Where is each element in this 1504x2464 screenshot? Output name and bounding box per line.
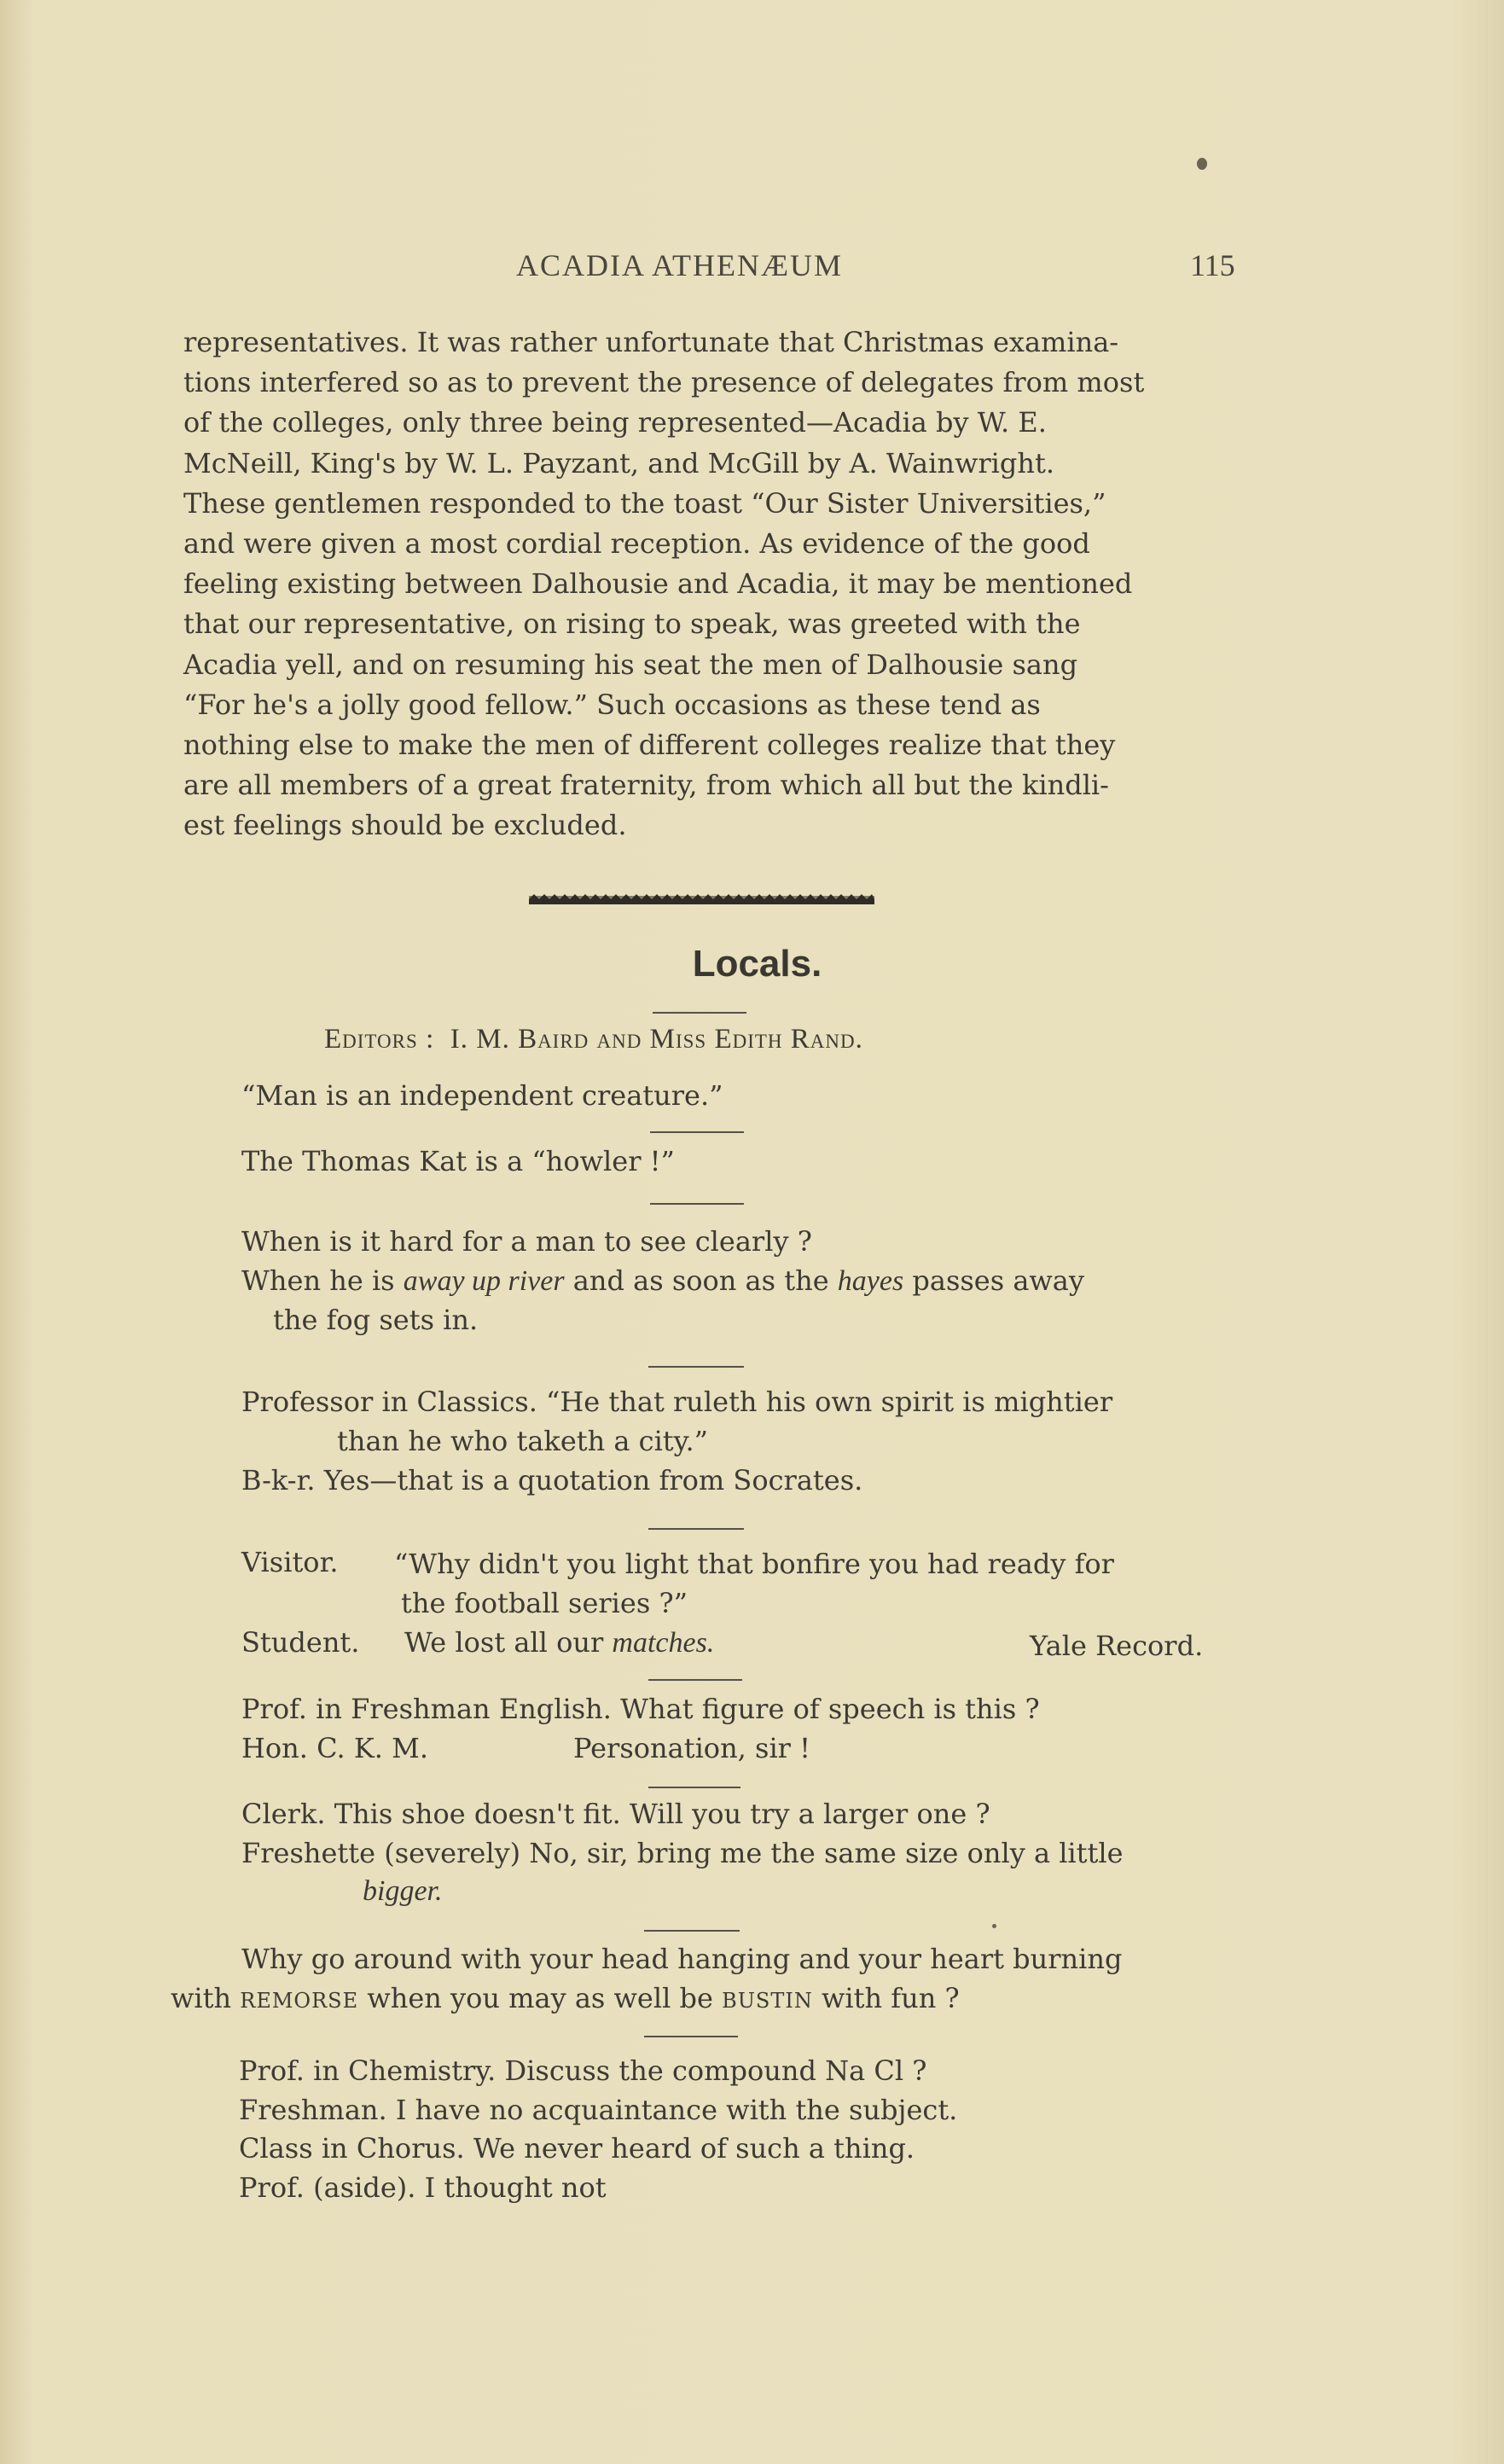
local-item: Prof. in Freshman English. What figure of speech is this ? <box>241 1693 1040 1725</box>
local-item: Professor in Classics. “He that ruleth his own spirit is mightier <box>241 1386 1113 1418</box>
item-rule <box>650 1131 744 1133</box>
editors-label: Editors <box>324 1024 418 1055</box>
article-line: Acadia yell, and on resuming his seat the men of Dalhousie sang <box>183 648 1078 681</box>
riddle-italic: hayes <box>837 1265 904 1297</box>
article-line: nothing else to make the men of different colleges realize that they <box>183 729 1116 762</box>
attribution: Yale Record. <box>1030 1630 1204 1662</box>
local-item: bigger. <box>363 1875 443 1907</box>
article-line: “For he's a jolly good fellow.” Such occasions as these tend as <box>183 688 1041 721</box>
article-line: McNeill, King's by W. L. Payzant, and McGill by A. Wainwright. <box>183 446 1054 479</box>
item-rule <box>648 1528 744 1530</box>
journal-title: ACADIA ATHENÆUM <box>516 248 844 282</box>
local-item: The Thomas Kat is a “howler !” <box>241 1145 675 1177</box>
pun-smallcaps: REMORSE <box>240 1989 359 2013</box>
article-paragraph <box>183 323 1231 846</box>
article-line: representatives. It was rather unfortunate that Christmas examina- <box>183 326 1119 358</box>
editors-line: Editors : I. M. Baird and Miss Edith Rand. <box>324 1024 863 1055</box>
section-title: Locals. <box>692 943 822 985</box>
local-item: Student. <box>241 1626 360 1659</box>
heading-rule <box>653 1012 746 1014</box>
local-item: Class in Chorus. We never heard of such a thing. <box>239 2132 915 2165</box>
local-item: When is it hard for a man to see clearly ? <box>241 1225 812 1258</box>
local-item: Hon. C. K. M. <box>241 1732 428 1764</box>
page-number: 115 <box>1190 248 1235 282</box>
student-italic: matches. <box>612 1627 715 1659</box>
local-item: “Why didn't you light that bonfire you had ready for <box>394 1548 1114 1580</box>
local-item: Visitor. <box>241 1546 339 1578</box>
article-line: of the colleges, only three being represented—Acadia by W. E. <box>183 406 1047 439</box>
article-line: that our representative, on rising to speak, was greeted with the <box>183 607 1081 641</box>
article-line: feeling existing between Dalhousie and Acadia, it may be mentioned <box>183 567 1133 601</box>
local-item: Why go around with your head hanging and your heart burning <box>241 1943 1123 1975</box>
article-line: est feelings should be excluded. <box>183 809 627 842</box>
pun-text: with fun ? <box>822 1982 960 2014</box>
local-item: Clerk. This shoe doesn't fit. Will you try a larger one ? <box>241 1798 990 1830</box>
local-item <box>171 1982 960 2014</box>
article-line: These gentlemen responded to the toast “Our Sister Universities,” <box>183 486 1106 520</box>
ornamental-divider <box>529 892 874 906</box>
paper-speck <box>992 1924 996 1928</box>
item-rule <box>644 1930 740 1932</box>
running-header <box>0 247 1504 290</box>
pun-smallcaps: BUSTIN <box>722 1989 813 2013</box>
riddle-text: passes away <box>912 1264 1084 1297</box>
riddle-text: When he is <box>241 1264 395 1297</box>
local-item: Prof. (aside). I thought not <box>239 2171 607 2204</box>
item-rule <box>644 2036 738 2037</box>
paper-speck <box>1197 158 1207 170</box>
local-item: “Man is an independent creature.” <box>241 1079 723 1112</box>
local-item: Freshman. I have no acquaintance with the subject. <box>239 2094 958 2126</box>
pun-text: when you may as well be <box>367 1982 713 2014</box>
editors-names: I. M. Baird and Miss Edith Rand. <box>450 1024 863 1055</box>
item-rule <box>648 1787 740 1788</box>
article-line: tions interfered so as to prevent the presence of delegates from most <box>183 366 1145 399</box>
riddle-text: and as soon as the <box>572 1264 829 1297</box>
locals-heading <box>0 943 1504 985</box>
local-item: the fog sets in. <box>273 1304 479 1336</box>
item-rule <box>648 1366 744 1368</box>
student-text: We lost all our <box>404 1626 604 1659</box>
item-rule <box>648 1679 742 1681</box>
local-item: Freshette (severely) No, sir, bring me the same size only a little <box>241 1837 1124 1869</box>
item-rule <box>650 1203 744 1205</box>
local-item: Prof. in Chemistry. Discuss the compound Na Cl ? <box>239 2054 927 2087</box>
local-item: than he who taketh a city.” <box>337 1425 709 1457</box>
local-item <box>404 1626 714 1659</box>
article-line: are all members of a great fraternity, from which all but the kindli- <box>183 769 1109 802</box>
local-item: Personation, sir ! <box>573 1732 810 1764</box>
riddle-italic: away up river <box>403 1265 565 1297</box>
pun-text: with <box>171 1982 232 2014</box>
local-item: B-k-r. Yes—that is a quotation from Socrates. <box>241 1464 863 1496</box>
local-item: the football series ?” <box>401 1587 688 1619</box>
article-line: and were given a most cordial reception. As evidence of the good <box>183 527 1090 561</box>
local-item <box>241 1264 1084 1298</box>
